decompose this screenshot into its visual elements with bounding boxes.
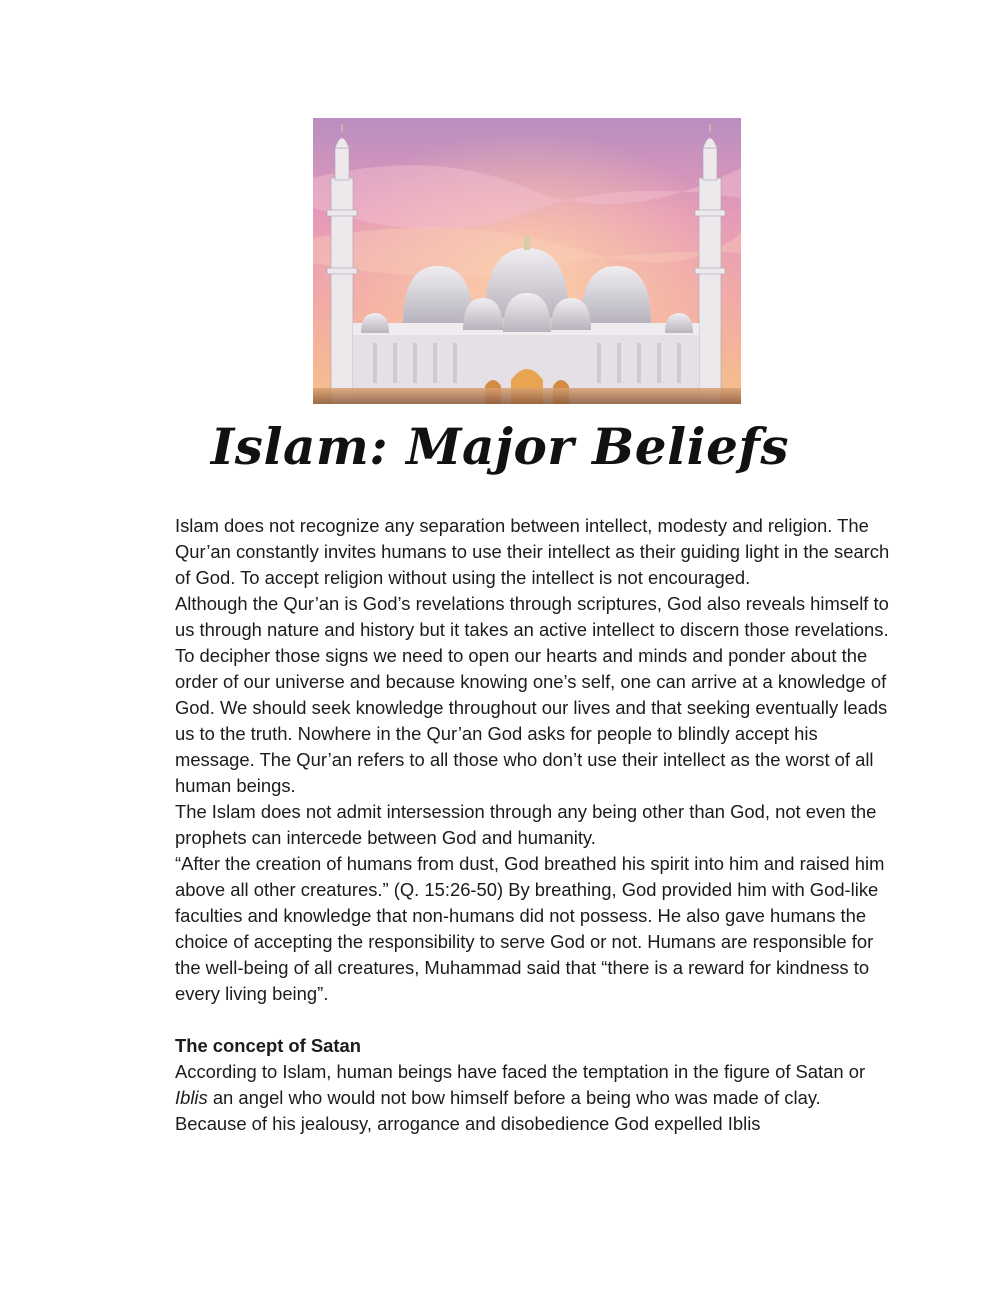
paragraph-intellect: Islam does not recognize any separation between intellect, modesty and religion. The Qur’an constantly invites humans to use their intellect as their guiding light in the search of God. To accept religion without using the intellect is not encouraged. [175,515,890,588]
satan-text-after: an angel who would not bow himself before a being who was made of clay. Because of his jealousy, arrogance and disobedience God expelled Iblis [175,1087,821,1134]
iblis-italic: Iblis [175,1087,208,1108]
section-heading-satan: The concept of Satan [175,1035,361,1056]
satan-text-before: According to Islam, human beings have faced the temptation in the figure of Satan or [175,1061,866,1082]
paragraph-satan [175,1059,895,1137]
document-body [175,513,895,1137]
spacer [175,1007,895,1033]
mosque-photo-icon [313,118,741,404]
paragraph-intercession: The Islam does not admit intersession through any being other than God, not even the prophets can intercede between God and humanity. [175,801,877,848]
paragraph-revelations: Although the Qur’an is God’s revelations through scriptures, God also reveals himself to us through nature and history but it takes an active intellect to discern those revelations. To decipher those signs we need to open our hearts and minds and ponder about the order of our universe and because knowing one’s self, one can arrive at a knowledge of God. We should seek knowledge throughout our lives and that seeking eventually leads us to the truth. Nowhere in the Qur’an God asks for people to blindly accept his message. The Qur’an refers to all those who don’t use their intellect as the worst of all human beings. [175,593,889,796]
paragraph-creation: “After the creation of humans from dust, God breathed his spirit into him and raised him above all other creatures.” (Q. 15:26-50) By breathing, God provided him with God-like faculties and knowledge that non-humans did not possess. He also gave humans the choice of accepting the responsibility to serve God or not. Humans are responsible for the well-being of all creatures, Muhammad said that “there is a reward for kindness to every living being”. [175,853,885,1004]
mosque-image [313,118,741,404]
page-title: Islam: Major Beliefs [210,417,790,476]
